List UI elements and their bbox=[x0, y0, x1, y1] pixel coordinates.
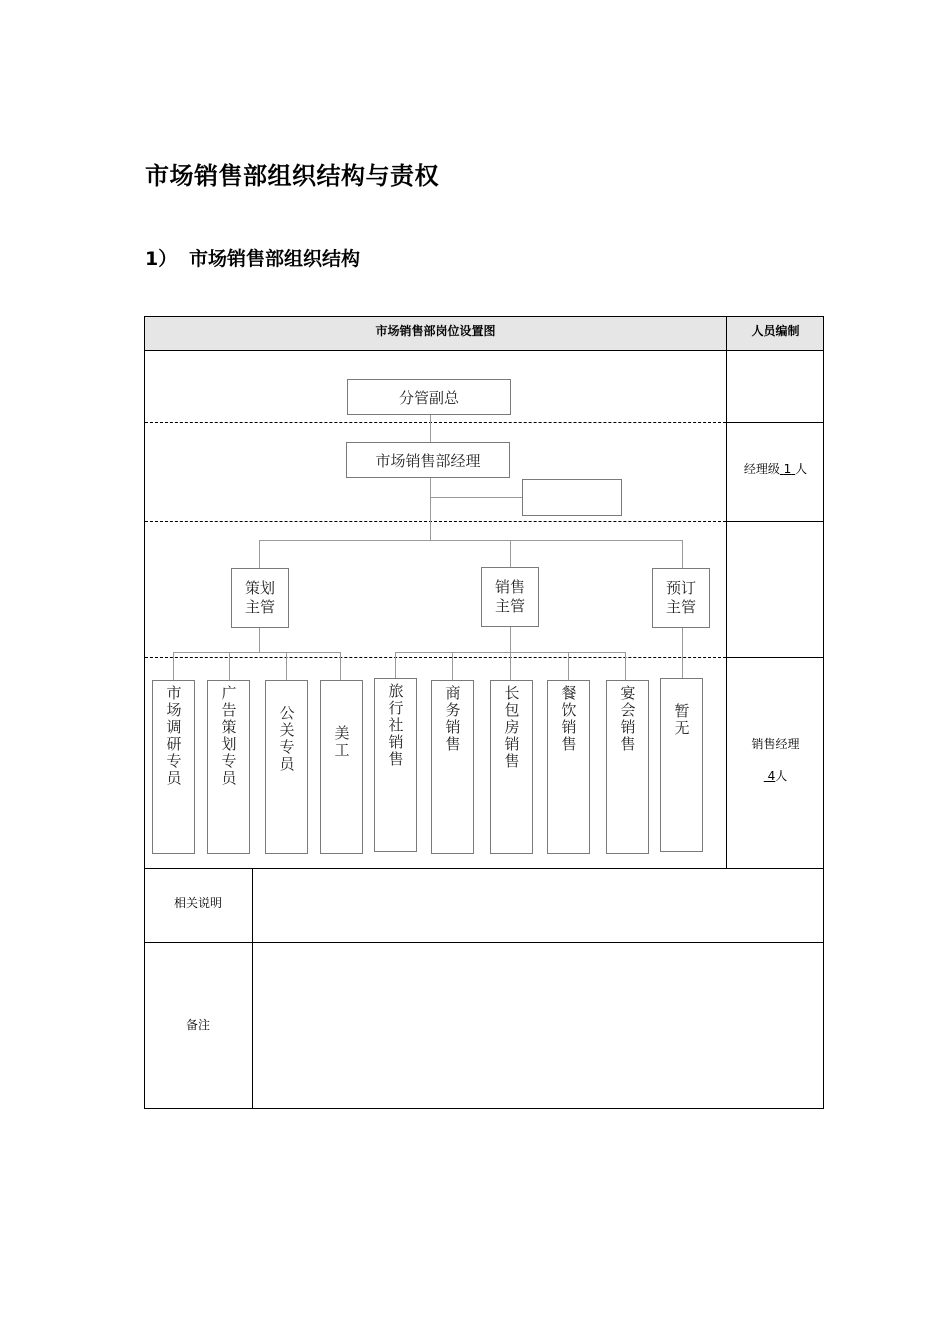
org-box-sales-manager: 市场销售部经理 bbox=[346, 442, 510, 478]
remarks-row-top-line bbox=[144, 942, 824, 943]
header-staff-title: 人员编制 bbox=[751, 324, 800, 338]
remarks-label: 备注 bbox=[185, 1018, 210, 1032]
connector-top-manager bbox=[430, 415, 431, 442]
connector-staff-6 bbox=[452, 652, 453, 680]
staff-sales-count: 4人 bbox=[767, 769, 788, 783]
section-number: 1） bbox=[145, 248, 178, 270]
staff-label: 长包房销售 bbox=[502, 685, 521, 770]
connector-staff-3 bbox=[286, 652, 287, 680]
staff-label: 暂无 bbox=[672, 703, 691, 737]
column-divider-notes bbox=[252, 868, 253, 1109]
org-box-planning-supervisor: 策划 主管 bbox=[231, 568, 289, 628]
org-box-staff bbox=[374, 678, 417, 852]
connector-planning bbox=[259, 540, 260, 568]
org-box-staff bbox=[152, 680, 195, 854]
connector-manager-down bbox=[430, 478, 431, 540]
org-box-staff bbox=[660, 678, 703, 852]
staff-label: 广告策划专员 bbox=[219, 685, 238, 787]
staff-row-line-2 bbox=[726, 521, 824, 522]
staff-label: 宴会销售 bbox=[618, 685, 637, 753]
connector-staff-8 bbox=[568, 652, 569, 680]
staff-label: 餐饮销售 bbox=[559, 685, 578, 753]
connector-staff-1 bbox=[173, 652, 174, 680]
connector-staff-4 bbox=[340, 652, 341, 680]
connector-staff-2 bbox=[229, 652, 230, 680]
staff-label: 商务销售 bbox=[443, 685, 462, 753]
level-divider-1 bbox=[145, 422, 726, 423]
org-box-assistant bbox=[522, 479, 622, 516]
connector-supervisor-bar bbox=[259, 540, 683, 541]
org-box-staff bbox=[606, 680, 649, 854]
notes-row-top-line bbox=[144, 868, 824, 869]
org-box-vice-president: 分管副总 bbox=[347, 379, 511, 415]
org-box-staff bbox=[490, 680, 533, 854]
connector-sales-down bbox=[510, 627, 511, 652]
connector-staff-9 bbox=[625, 652, 626, 680]
org-box-staff bbox=[207, 680, 250, 854]
org-box-staff bbox=[320, 680, 363, 854]
header-chart-title: 市场销售部岗位设置图 bbox=[375, 324, 496, 338]
staff-row-line-3 bbox=[726, 657, 824, 658]
connector-assistant bbox=[430, 497, 522, 498]
staff-label: 旅行社销售 bbox=[386, 683, 405, 768]
staff-row-line-1 bbox=[726, 422, 824, 423]
connector-booking bbox=[682, 540, 683, 568]
section-title: 市场销售部组织结构 bbox=[189, 248, 361, 270]
column-divider-staff bbox=[726, 316, 727, 869]
connector-staff-7 bbox=[510, 652, 511, 680]
org-box-staff bbox=[547, 680, 590, 854]
org-box-sales-supervisor: 销售 主管 bbox=[481, 567, 539, 627]
org-box-staff bbox=[265, 680, 308, 854]
document-title: 市场销售部组织结构与责权 bbox=[145, 162, 439, 190]
connector-planning-down bbox=[259, 628, 260, 652]
connector-staff-5 bbox=[395, 652, 396, 678]
connector-staff-10 bbox=[682, 628, 683, 678]
staff-manager-count: 经理级 1 人 bbox=[743, 462, 808, 476]
connector-sales bbox=[510, 540, 511, 567]
section-heading bbox=[145, 244, 360, 271]
staff-label: 公关专员 bbox=[277, 705, 296, 773]
org-box-staff bbox=[431, 680, 474, 854]
staff-label: 美工 bbox=[332, 725, 351, 759]
level-divider-2 bbox=[145, 521, 726, 522]
notes-label: 相关说明 bbox=[173, 896, 222, 910]
staff-label: 市场调研专员 bbox=[164, 685, 183, 787]
level-divider-3 bbox=[145, 657, 726, 658]
org-box-booking-supervisor: 预订 主管 bbox=[652, 568, 710, 628]
connector-planning-bar bbox=[173, 652, 340, 653]
staff-sales-label: 销售经理 bbox=[751, 737, 800, 751]
